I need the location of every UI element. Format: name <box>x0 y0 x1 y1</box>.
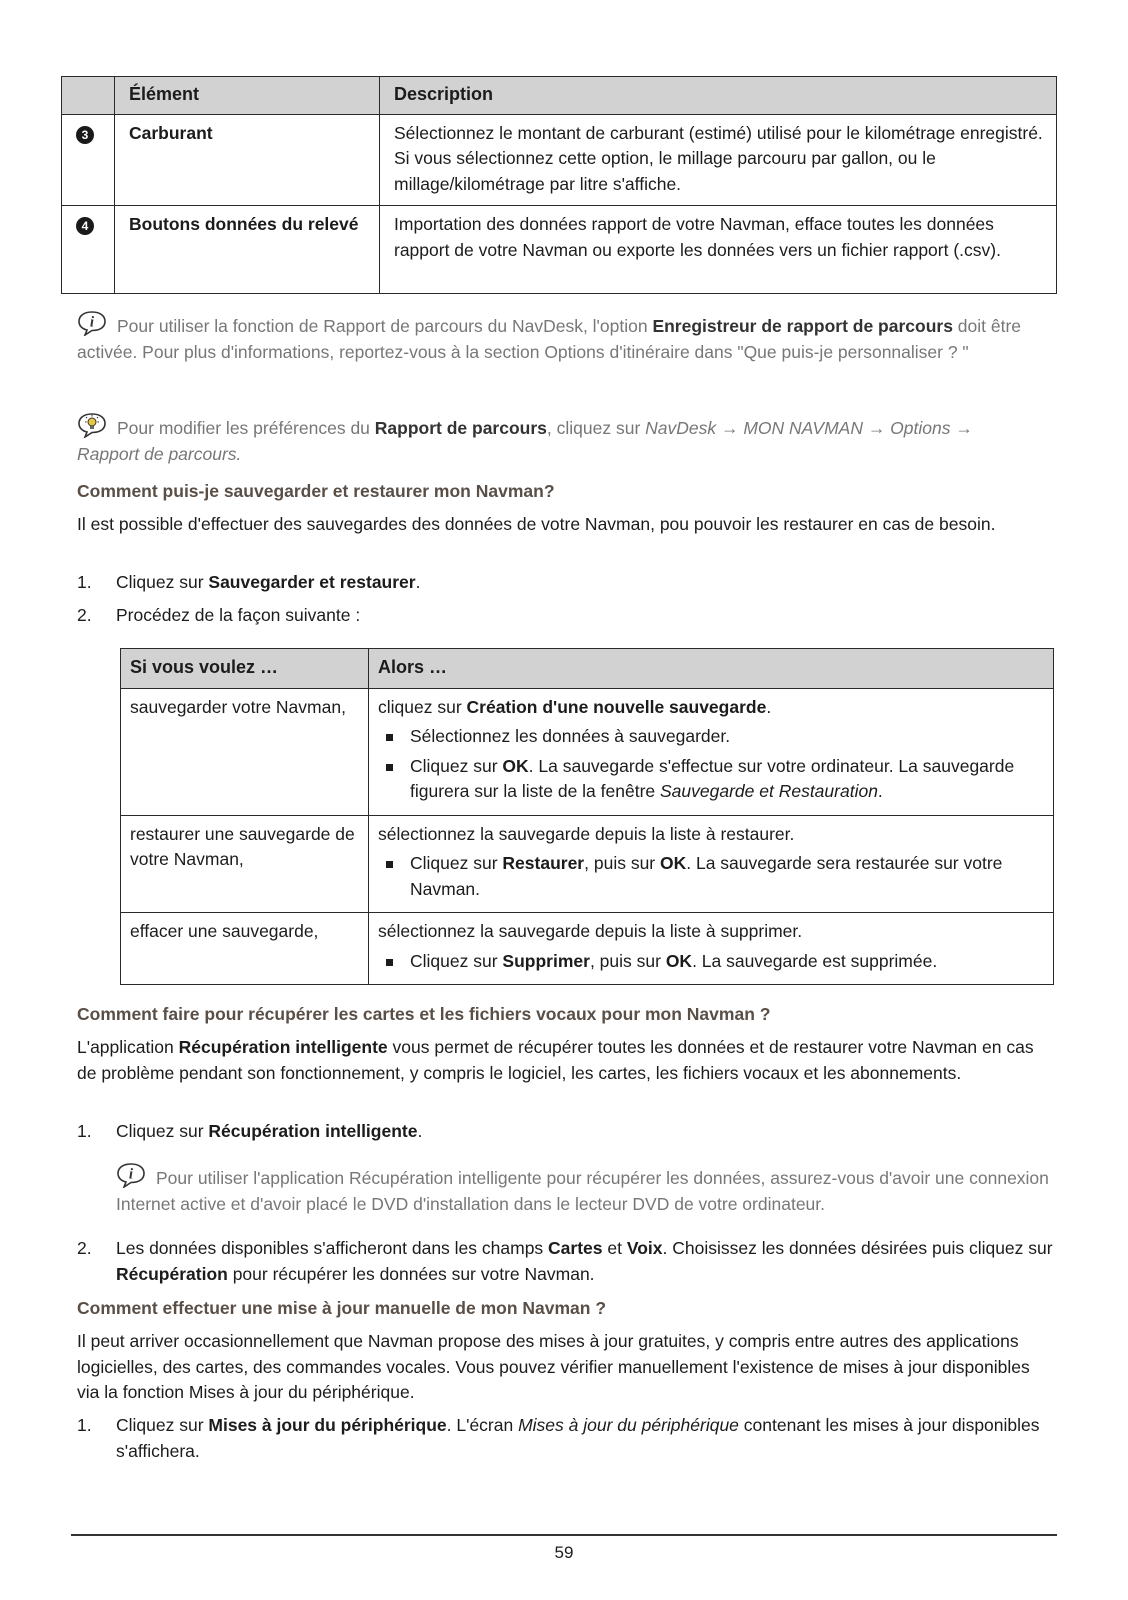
table-header: Alors … <box>369 649 1054 689</box>
lightbulb-icon <box>77 412 107 438</box>
tip-text: Pour modifier les préférences du <box>117 418 375 438</box>
paragraph: Il peut arriver occasionnellement que Navman propose des mises à jour gratuites, y compris entre autres des applications logicielles, des cartes, des commandes vocales. Vous pouvez vérifier manuellement l'existence de mises à jour disponibles via la fonction Mises à jour du périphérique. <box>77 1331 1030 1402</box>
list-number: 1. <box>77 1121 92 1141</box>
list-number: 1. <box>77 572 92 592</box>
table-cell-num <box>62 206 115 294</box>
tip-note <box>77 412 1037 467</box>
table-cell: sauvegarder votre Navman, <box>121 688 369 815</box>
bullet-item: Cliquez sur Restaurer, puis sur OK. La sauvegarde sera restaurée sur votre Navman. <box>378 851 1043 902</box>
page-number: 59 <box>554 1543 574 1562</box>
list-number: 1. <box>77 1415 92 1435</box>
backup-actions-table <box>120 648 1054 985</box>
note-text: Pour utiliser l'application Récupération intelligente pour récupérer les données, assurez-vous d'avoir une connexion Internet active et d'avoir placé le DVD d'installation dans le lecteur DVD de votre ordinateur. <box>116 1168 1049 1214</box>
info-note <box>77 310 1037 365</box>
table-header-row <box>121 649 1054 689</box>
info-icon <box>116 1162 146 1188</box>
table-cell <box>369 913 1054 985</box>
section-heading: Comment effectuer une mise à jour manuelle de mon Navman ? <box>77 1298 607 1318</box>
table-row <box>121 688 1054 815</box>
number-badge-4: 4 <box>76 217 94 235</box>
table-header: Si vous voulez … <box>121 649 369 689</box>
info-icon <box>77 310 107 336</box>
table-cell: effacer une sauvegarde, <box>121 913 369 985</box>
cell-text: sélectionnez la sauvegarde depuis la liste à supprimer. <box>378 921 803 941</box>
cell-text: . <box>766 696 772 717</box>
table-cell-element: Boutons données du relevé <box>115 206 380 294</box>
note-text: Pour utiliser la fonction de Rapport de parcours du NavDesk, l'option <box>117 316 653 336</box>
table-row <box>121 815 1054 913</box>
tip-text: , cliquez sur <box>546 418 646 438</box>
list-number: 2. <box>77 1238 92 1258</box>
table-header-num <box>62 77 115 115</box>
cell-text: cliquez sur <box>378 696 467 717</box>
section-heading: Comment faire pour récupérer les cartes et les fichiers vocaux pour mon Navman ? <box>77 1004 771 1024</box>
element-description-table <box>61 76 1057 294</box>
table-row <box>62 206 1057 294</box>
tip-path: NavDesk → MON NAVMAN → Options → Rapport de parcours. <box>77 418 973 464</box>
note-text: doit être activée. Pour plus d'informations, reportez-vous à la section Options d'itinéraire dans "Que puis-je personnaliser ? " <box>77 316 1022 362</box>
table-cell <box>369 688 1054 815</box>
table-header-description: Description <box>380 77 1057 115</box>
table-cell-element: Carburant <box>115 114 380 206</box>
bullet-item: Sélectionnez les données à sauvegarder. <box>378 724 1043 750</box>
table-cell-num <box>62 114 115 206</box>
list-bold: Sauvegarder et restaurer <box>208 572 416 592</box>
svg-text:i: i <box>89 314 95 331</box>
table-cell <box>369 815 1054 913</box>
cell-text: sélectionnez la sauvegarde depuis la liste à restaurer. <box>378 823 795 844</box>
list-text: . <box>415 572 421 592</box>
list-text: Cliquez sur <box>116 572 209 592</box>
table-header-element: Élément <box>115 77 380 115</box>
paragraph: L'application Récupération intelligente vous permet de récupérer toutes les données et de restaurer votre Navman en cas de problème pendant son fonctionnement, y compris le logiciel, les cartes, les fichiers vocaux et les abonnements. <box>77 1037 1034 1083</box>
list-text: Procédez de la façon suivante : <box>116 605 361 625</box>
section-heading: Comment puis-je sauvegarder et restaurer mon Navman? <box>77 481 555 501</box>
cell-bold: Création d'une nouvelle sauvegarde <box>466 696 767 717</box>
footer-divider <box>71 1534 1057 1536</box>
table-header-row <box>62 77 1057 115</box>
number-badge-3: 3 <box>76 126 94 144</box>
table-cell-description: Importation des données rapport de votre Navman, efface toutes les données rapport de votre Navman ou exporte les données vers un fichier rapport (.csv). <box>380 206 1057 294</box>
table-row <box>62 114 1057 206</box>
info-note <box>116 1162 1056 1217</box>
table-cell: restaurer une sauvegarde de votre Navman, <box>121 815 369 913</box>
list-number: 2. <box>77 605 92 625</box>
tip-bold: Rapport de parcours <box>374 418 547 438</box>
note-bold: Enregistreur de rapport de parcours <box>652 316 953 336</box>
bullet-item: Cliquez sur Supprimer, puis sur OK. La sauvegarde est supprimée. <box>378 949 1043 975</box>
paragraph: Il est possible d'effectuer des sauvegardes des données de votre Navman, pou pouvoir les restaurer en cas de besoin. <box>77 514 996 534</box>
table-row <box>121 913 1054 985</box>
bullet-item: Cliquez sur OK. La sauvegarde s'effectue sur votre ordinateur. La sauvegarde figurera sur la liste de la fenêtre Sauvegarde et Restauration. <box>378 754 1043 805</box>
table-cell-description: Sélectionnez le montant de carburant (estimé) utilisé pour le kilométrage enregistré. Si vous sélectionnez cette option, le millage parcouru par gallon, ou le millage/kilométrage par litre s'affiche. <box>380 114 1057 206</box>
svg-text:i: i <box>128 1166 134 1183</box>
